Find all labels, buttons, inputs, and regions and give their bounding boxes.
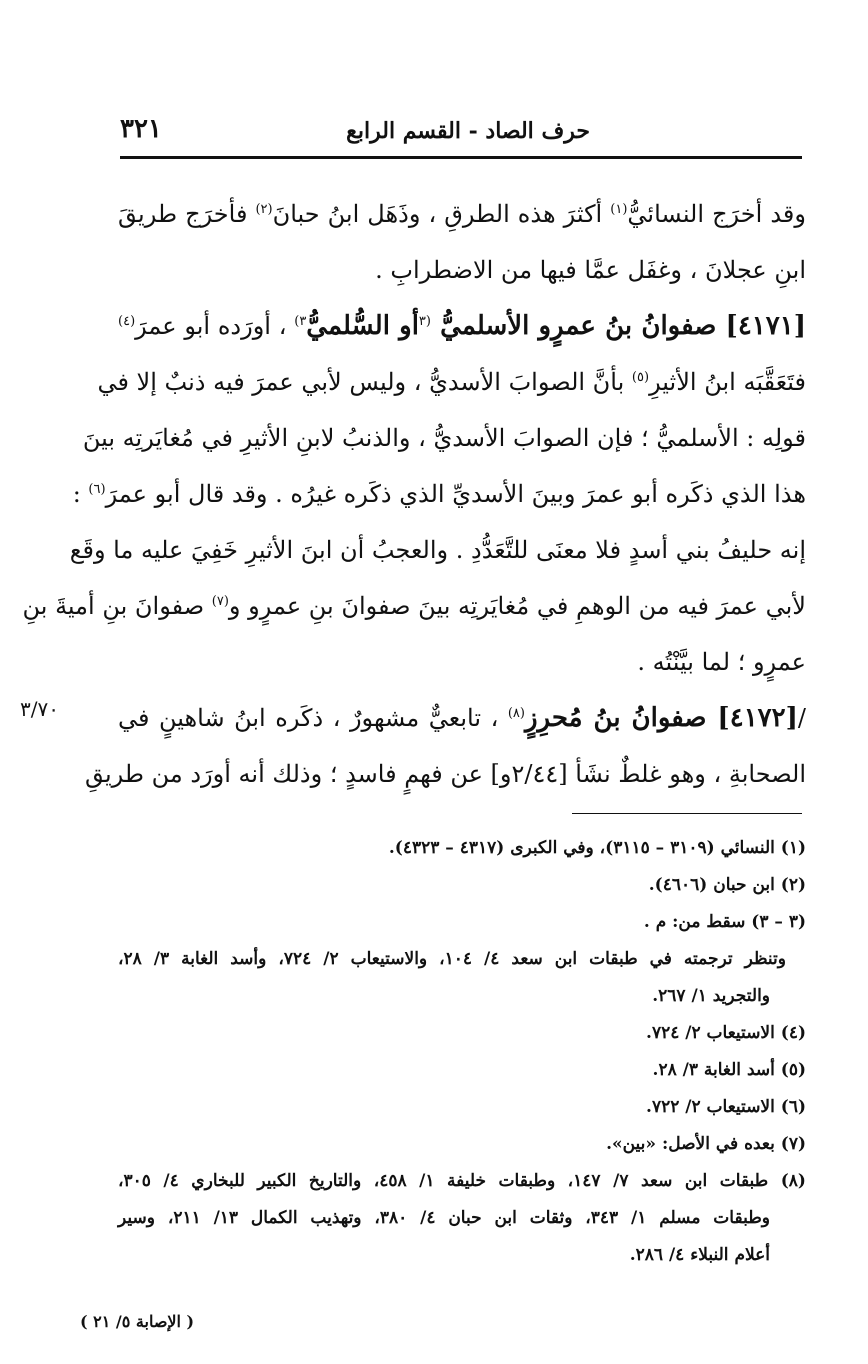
- entry-heading: [٤١٧٢] صفوانُ بنُ مُحرِزٍ: [524, 703, 798, 733]
- footnote-marker: (٣: [418, 314, 431, 329]
- footnote-marker: ٣): [294, 314, 307, 329]
- footnote: (٥) أسد الغابة ٣/ ٢٨.: [652, 1060, 806, 1080]
- footnote: (٨) طبقات ابن سعد ٧/ ١٤٧، وطبقات خليفة ١/ ٤٥٨، والتاريخ الكبير للبخاري ٤/ ٣٠٥،: [118, 1171, 806, 1191]
- text-span: ابنِ عجلانَ ، وغفَل عمَّا فيها من الاضطرابِ .: [375, 256, 806, 284]
- text-span: فتَعَقَّبَه ابنُ الأثيرِ: [649, 368, 806, 396]
- footnote-marker: (٤): [118, 314, 136, 329]
- text-span: بأنَّ الصوابَ الأسديُّ ، وليس لأبي عمرَ فيه ذنبٌ إلا في: [97, 368, 632, 396]
- footnote: (٦) الاستيعاب ٢/ ٧٢٢.: [646, 1097, 806, 1117]
- footnote-separator: [572, 813, 802, 814]
- running-header: [120, 112, 800, 154]
- text-span: /: [797, 704, 806, 732]
- footnote-marker: (٨): [507, 706, 525, 721]
- footnote: (٢) ابن حبان (٤٦٠٦).: [648, 875, 806, 895]
- text-span: لأبي عمرَ فيه من الوهمِ في مُغايَرتِه بينَ صفوانَ بنِ عمرٍو و: [228, 592, 806, 620]
- text-line: [118, 634, 806, 690]
- entry-heading: [٤١٧١] صفوانُ بنُ عمرٍو الأسلميُّ: [430, 311, 806, 341]
- margin-reference-text: ٣/٧٠: [20, 697, 59, 721]
- text-span: عمرٍو ؛ لما بيَّنْتُه .: [637, 648, 806, 676]
- text-line: [118, 690, 806, 746]
- text-line: [69, 522, 806, 578]
- footnote: (٣ – ٣) سقط من: م .: [643, 912, 806, 932]
- text-line: [118, 242, 806, 298]
- text-span: هذا الذي ذكَره أبو عمرَ وبينَ الأسديِّ الذي ذكَره غيرُه . وقد قال أبو عمرَ: [105, 480, 806, 508]
- text-span: الصحابةِ ، وهو غلطٌ نشَأ [٢/٤٤و] عن فهمٍ فاسدٍ ؛ وذلك أنه أورَد من طريقِ: [84, 760, 806, 788]
- text-span: وقد أخرَج النسائيُّ: [627, 200, 806, 228]
- text-span: صفوانَ بنِ أميةَ بنِ: [22, 592, 212, 620]
- footnote: وطبقات مسلم ١/ ٣٤٣، وثقات ابن حبان ٤/ ٣٨٠، وتهذيب الكمال ١٣/ ٢١١، وسير: [118, 1208, 770, 1228]
- footnote: والتجريد ١/ ٢٦٧.: [652, 986, 770, 1006]
- text-span: أكثرَ هذه الطرقِ ، وذَهَل ابنُ حبانَ: [272, 200, 611, 228]
- text-line: [118, 186, 806, 242]
- text-span: إنه حليفُ بني أسدٍ فلا معنَى للتَّعَدُّدِ . والعجبُ أن ابنَ الأثيرِ خَفِيَ عليه ما وقَع: [69, 536, 806, 564]
- entry-heading: أو السُّلميُّ: [306, 311, 419, 341]
- text-line: [97, 354, 806, 410]
- printer-signature: ( الإصابة ٥/ ٢١ ): [80, 1312, 195, 1331]
- margin-reference: [20, 697, 59, 721]
- footnote-marker: (٥): [631, 370, 650, 385]
- text-line: [82, 410, 806, 466]
- text-line: [72, 466, 806, 522]
- header-rule: [120, 156, 802, 159]
- footnote-marker: (٢): [255, 202, 273, 217]
- footnote: أعلام النبلاء ٤/ ٢٨٦.: [629, 1245, 770, 1265]
- footnote: وتنظر ترجمته في طبقات ابن سعد ٤/ ١٠٤، والاستيعاب ٢/ ٧٢٤، وأسد الغابة ٣/ ٢٨،: [118, 949, 786, 969]
- footnotes: [118, 830, 806, 1274]
- text-line: [84, 746, 806, 802]
- text-span: :: [72, 480, 89, 508]
- footnote-marker: (١): [610, 202, 628, 217]
- text-span: ، تابعيٌّ مشهورٌ ، ذكَره ابنُ شاهينٍ في: [118, 704, 508, 732]
- header-title: حرف الصاد - القسم الرابع: [346, 118, 590, 144]
- footnote: (٤) الاستيعاب ٢/ ٧٢٤.: [646, 1023, 806, 1043]
- text-line: [118, 298, 806, 354]
- page-number: ٣٢١: [120, 114, 162, 144]
- text-line: [22, 578, 806, 634]
- footnote-marker: (٦): [88, 482, 106, 497]
- text-span: فأخرَج طريقَ: [118, 200, 256, 228]
- text-span: قولِه : الأسلميُّ ؛ فإن الصوابَ الأسديُّ ، والذنبُ لابنِ الأثيرِ في مُغايَرتِه بينَ: [82, 424, 806, 452]
- text-span: ، أورَده أبو عمرَ: [135, 312, 295, 340]
- footnote: (٧) بعده في الأصل: «بين».: [606, 1134, 806, 1154]
- footnote-marker: (٧): [211, 594, 229, 609]
- footnote: (١) النسائي (٣١٠٩ – ٣١١٥)، وفي الكبرى (٤٣١٧ – ٤٣٢٣).: [388, 838, 806, 858]
